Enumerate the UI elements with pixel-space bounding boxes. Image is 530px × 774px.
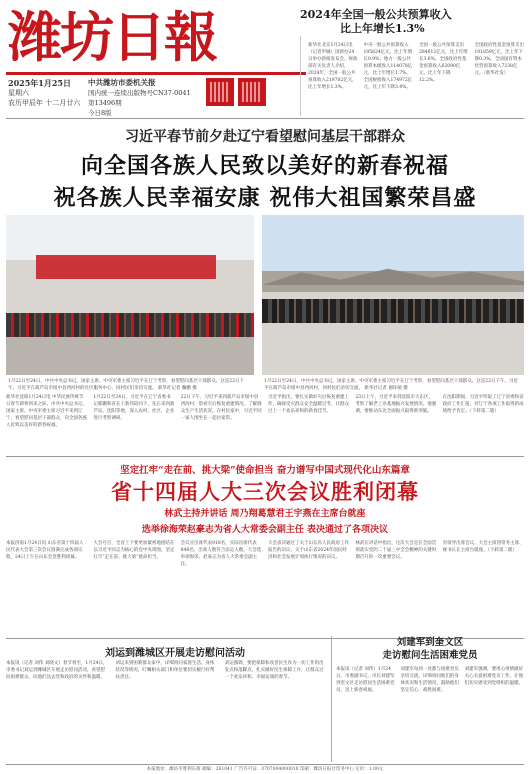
- top-news-box: [300, 8, 524, 112]
- body-column: 23日上午，习近平来到沈阳市大东区，考察了解老工业基地振兴发展情况。他强调，要推动东北全面振兴取得新突破。: [355, 395, 437, 414]
- photo-hills: [262, 267, 524, 285]
- body-column: 本报讯（记者 刘伟 刘晓文）春节将至，1月24日，市委书记刘运到潍城区开展走访慰问活动，看望慰问困难群众，向他们送去党和政府的关怀和温暖。: [6, 661, 108, 680]
- section-divider: [6, 118, 524, 119]
- serial-number: 国内统一连续出版物号CN37-0041: [88, 89, 191, 97]
- photo-crowd: [262, 299, 524, 323]
- top-news-title[interactable]: 2024年全国一般公共预算收入: [300, 8, 452, 21]
- body-column: 刘建军强调，要用心用情做好关心关爱困难党员工作，让他们切实感受到党组织的温暖。: [464, 667, 524, 686]
- lead-headline[interactable]: 向全国各族人民致以美好的新春祝福: [80, 153, 449, 179]
- photo-caption-right: 1月22日至24日，中共中央总书记、国家主席、中央军委主席习近平在辽宁考察，看望慰问基层干部群众。这是22日下午，习近平在葫芦岛市绥中县西河村，同村民们亲切交流。 新华社记者 谢环驰 摄: [264, 379, 519, 391]
- body-column: 会议应出席代表918名，实际出席代表848名，出席人数符合法定人数。大会选举徐海荣、赵豪志为省人大常委会副主任。: [180, 541, 262, 567]
- publisher-line: 中共潍坊市委机关报: [88, 78, 156, 87]
- top-news-column: 全国政府性基金预算支出101859亿元，比上年下降0.3%。全国国有资本经营预算收入7238亿元。（新华社发）: [474, 43, 524, 76]
- body-column: 刘运强调，要把保障和改善民生作为一切工作的出发点和落脚点，扎实做好民生保障工作，让群众过一个欢乐祥和、幸福安康的春节。: [224, 661, 324, 680]
- body-column: 新华社沈阳1月24日电 中华民族传统节日春节即将到来之际，中共中央总书记、国家主席、中央军委主席习近平来到辽宁，看望慰问基层干部群众，向全国各族人民致以美好的新春祝福。: [6, 395, 87, 428]
- congress-subhead-2: 选举徐海荣赵豪志为省人大常委会副主任 表决通过了各项决议: [141, 525, 389, 535]
- congress-kicker[interactable]: 坚定扛牢“走在前、挑大梁”使命担当 奋力谱写中国式现代化山东篇章: [120, 465, 410, 476]
- photo-backdrop: [36, 255, 216, 279]
- top-news-column: 中央一般公共预算收入105624亿元，比上年增长0.9%；地方一般公共预算本级收入114078亿元，比上年增长1.7%。全国税收收入174972亿元，比上年下降3.4%。: [363, 43, 413, 90]
- party-visit-headline-2[interactable]: 走访慰问生活困难党员: [382, 650, 478, 661]
- column-divider: [331, 636, 332, 762]
- issue-number: 第13496期: [88, 99, 122, 107]
- body-column: 本报讯（记者 刘伟）1月24日，市委副书记、市长刘建军到奎文区走访慰问生活困难党员，送上新春祝福。: [336, 667, 395, 693]
- lead-photo-left[interactable]: [6, 215, 254, 375]
- qr-code-icon[interactable]: [238, 78, 266, 106]
- body-column: 刘建军每到一处都与困难党员亲切交流，详细询问他们的身体状况和生活情况，鼓励他们坚定信心、战胜困难。: [400, 667, 459, 693]
- top-news-column: 新华社北京1月24日电（记者申铖）国新办24日举办新闻发布会。财政部有关负责人介绍，2024年，全国一般公共预算收入219702亿元，比上年增长1.3%。: [308, 43, 358, 90]
- body-column: 在沈阳期间，习近平听取了辽宁省委和省政府工作汇报，对辽宁各项工作取得的成绩给予肯定。（下转第二版）: [442, 395, 524, 414]
- publication-info: [88, 78, 206, 118]
- body-column: 本报济南1月24日讯 山东省第十四届人民代表大会第三次会议圆满完成各项议程，24日上午在山东会堂胜利闭幕。: [6, 541, 84, 560]
- section-divider: [6, 456, 524, 457]
- body-column: 习近平指出，要扎实做好灾后恢复重建工作，确保受灾群众安全温暖过冬，让群众过上一个欢乐祥和的新春佳节。: [267, 395, 349, 414]
- lead-kicker[interactable]: 习近平春节前夕赴辽宁看望慰问基层干部群众: [125, 129, 405, 145]
- body-column: 林武在讲话中指出，这次大会是在全面贯彻落实党的二十届三中全会精神的关键时期召开的一次重要会议。: [355, 541, 437, 560]
- body-column: 刘运来到困难群众家中，详细询问家庭生活、身体状况等情况，叮嘱相关部门和单位要切实履行好帮扶责任。: [115, 661, 215, 680]
- congress-headline[interactable]: 省十四届人大三次会议胜利闭幕: [111, 479, 419, 504]
- party-visit-headline[interactable]: 刘建军到奎文区: [396, 637, 464, 648]
- visit-article-body: [6, 660, 328, 756]
- party-visit-body: [336, 666, 524, 758]
- visit-article-headline[interactable]: 刘运到潍城区开展走访慰问活动: [105, 648, 245, 659]
- congress-body: [6, 540, 524, 636]
- lead-headline-2[interactable]: 祝各族人民幸福安康 祝伟大祖国繁荣昌盛: [53, 185, 477, 211]
- newspaper-logo[interactable]: 潍坊日報: [8, 5, 216, 69]
- party-visit-article: [336, 636, 524, 662]
- masthead-rule: [6, 72, 306, 75]
- page-count: 今日8版: [88, 109, 112, 117]
- photo-crowd: [6, 313, 254, 337]
- qr-code-icon[interactable]: [206, 78, 234, 106]
- page-footer: 本报地址：潍坊市胜利东街 邮编：261041 广告许可证：3707004000010 印刷：潍坊日报社印务中心 定价：1.00元: [6, 764, 524, 772]
- top-news-subtitle[interactable]: 比上年增长1.3%: [340, 22, 425, 35]
- lead-photo-right[interactable]: [262, 215, 524, 375]
- photo-caption-left: 1月22日至24日，中共中央总书记、国家主席、中央军委主席习近平在辽宁考察，看望慰问基层干部群众。这是22日下午，习近平在葫芦岛市绥中县西河村的社区服务中心，同村民们亲切交流。 新华社记者 鞠鹏 摄: [8, 379, 245, 391]
- body-column: 大会表决通过了关于山东省人民政府工作报告的决议、关于山东省2024年国民经济和社会发展计划执行情况的决议。: [267, 541, 349, 560]
- body-column: 大会号召，全省上下要更加紧密地团结在以习近平同志为核心的党中央周围，坚定扛牢“走在前、挑大梁”使命担当。: [93, 541, 175, 560]
- top-news-column: 全国一般公共预算支出284612亿元，比上年增长3.6%。全国政府性基金预算收入62090亿元，比上年下降12.2%。: [419, 43, 468, 83]
- lead-body: [6, 394, 524, 450]
- date-block: [8, 78, 82, 108]
- lunar-date: 农历甲辰年 十二月廿六: [8, 99, 81, 107]
- body-column: 省领导出席会议。大会主席团常务主席、秘书长在主席台就座。（下转第二版）: [442, 541, 524, 553]
- issue-date: 2025年1月25日: [8, 78, 71, 88]
- weekday: 星期六: [8, 89, 29, 97]
- body-column: 22日下午，习近平来到葫芦岛市绥中县西河村，察看灾后恢复重建情况，了解群众生产生活状况。在村民家中，习近平同一家人围坐在一起拉家常。: [180, 395, 262, 421]
- body-column: 1月22日至24日，习近平在辽宁省委书记郝鹏和省长王新伟陪同下，先后来到葫芦岛、沈阳等地，深入农村、社区、企业进行考察调研。: [93, 395, 175, 421]
- congress-subhead: 林武主持并讲话 周乃翔葛慧君王宇燕在主席台就座: [164, 509, 366, 519]
